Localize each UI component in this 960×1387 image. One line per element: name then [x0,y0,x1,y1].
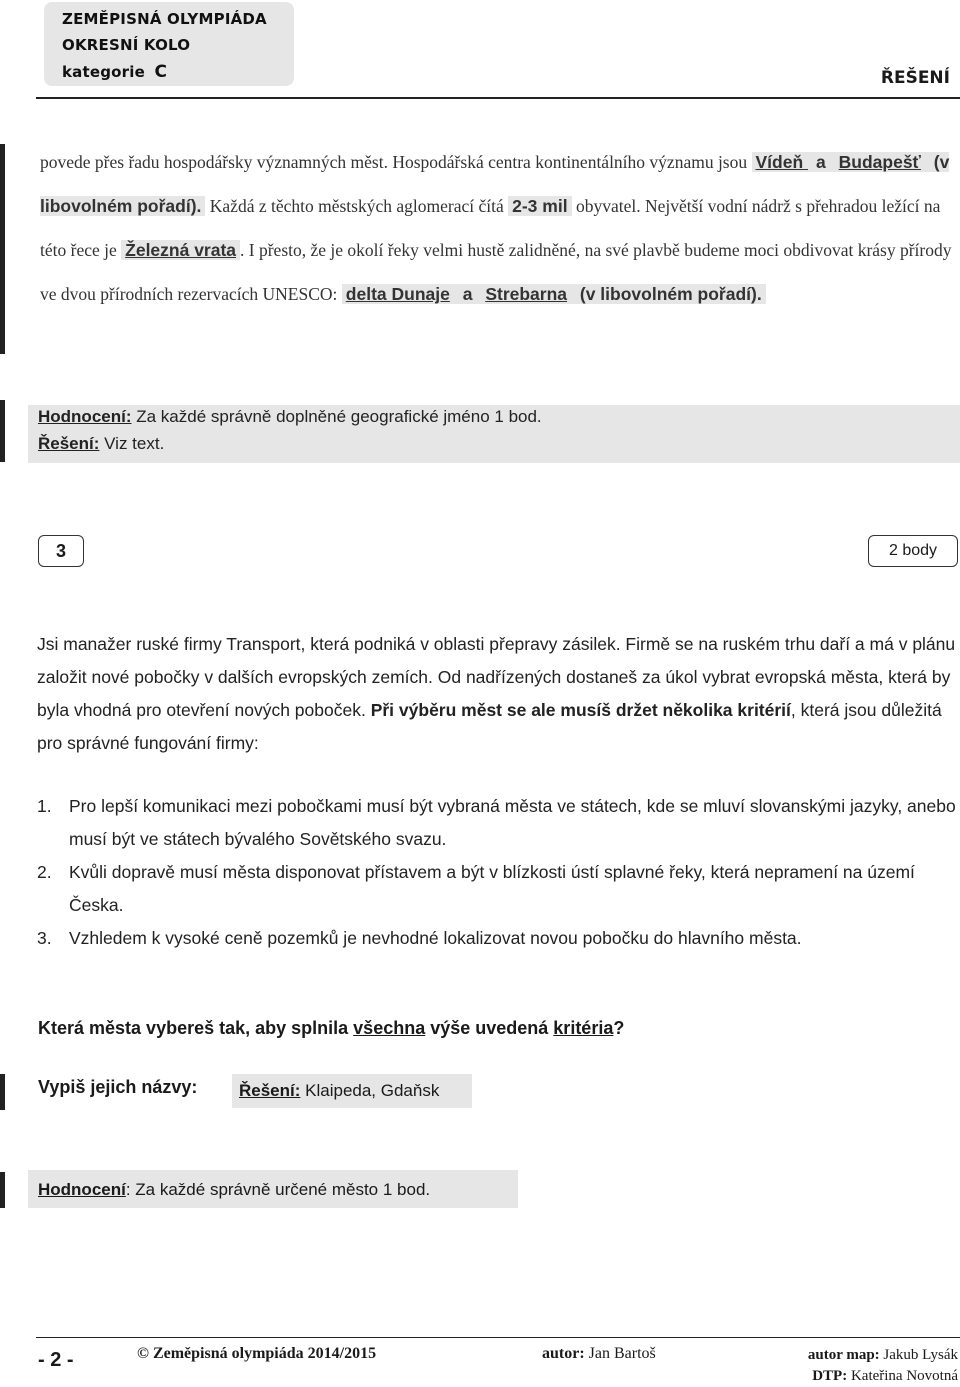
criteria-list [37,790,957,955]
scoring-rule: Za každé správně doplněné geografické jméno 1 bod. [131,407,542,426]
scoring-label: Hodnocení: [38,407,132,426]
answer-text: Vídeň [755,152,804,172]
intro-text: Jsi manažer ruské firmy Transport, která podniká v oblasti přepravy zásilek. Firmě se na ruském trhu daří a má v plánu založit nové pobočky v dalších evropských zemích. Od nadřízených dostaneš za úkol vybrat evropská města, která by byla vhodná pro otevření nových poboček. [37,634,956,720]
question-intro [37,628,957,760]
solution-paragraph [40,140,958,316]
footer-maps-credit [808,1345,958,1366]
intro-emphasis: Při výběru měst se ale musíš držet několika kritérií [370,700,791,720]
question-segment: Která města vybereš tak, aby splnila [38,1018,354,1038]
footer-dtp-label: DTP: [812,1368,848,1384]
text-segment: Každá z těchto městských aglomerací čítá [205,196,509,216]
answer-order-note: (v libovolném pořadí). [571,284,766,304]
footer-divider [36,1337,960,1338]
answer-label: Řešení: [239,1081,301,1100]
list-item-number: 1. [37,796,52,816]
question-number: 3 [38,535,84,567]
list-item [37,790,957,856]
footer-author-label: autor: [542,1345,585,1362]
answer-connector: a [454,284,481,304]
header-category-label: kategorie [62,63,145,81]
scoring-text [38,1180,430,1200]
list-item [37,856,957,922]
question-segment: ? [613,1018,625,1038]
answer-order-note: (v libovolném pořadí). [40,152,950,216]
text-segment: . I přesto, že je okolí řeky velmi hustě zalidněné, na své plavbě budeme moci obdivovat krásy přírody ve dvou přírodních rezervacích UNESCO: [40,240,952,304]
sidebar-bar [0,1074,5,1110]
footer-author [542,1345,656,1363]
list-item [37,922,957,955]
list-item-number: 2. [37,862,52,882]
sidebar-bar [0,1172,5,1208]
question-text [38,1018,624,1039]
answer-connector: a [812,152,835,172]
list-item-number: 3. [37,928,52,948]
answer-srebarna: Strebarna [481,284,571,304]
header-category-letter: C [154,62,168,82]
question-emphasis: všechna [353,1018,426,1038]
question-emphasis: kritéria [553,1018,614,1038]
list-item-text: Vzhledem k vysoké ceně pozemků je nevhodné lokalizovat novou pobočku do hlavního města. [69,928,802,948]
header-title: ZEMĚPISNÁ OLYMPIÁDA [62,10,267,28]
scoring-text [38,407,542,427]
answer-value: Klaipeda, Gdaňsk [300,1081,440,1100]
text-segment: obyvatel. Největší vodní nádrž s přehradou ležící na této řece je [40,196,941,260]
text-segment: povede přes řadu hospodářsky významných měst. Hospodářská centra kontinentálního významu jsou [40,152,752,172]
answer-population: 2-3 mil [508,196,571,216]
footer-credits [808,1345,958,1387]
solution-label: Řešení: [38,434,100,453]
header-divider [36,97,960,99]
answer-budapest: Budapešť [835,152,925,172]
page-number: - 2 - [38,1349,74,1371]
header-category [62,62,167,82]
list-item-text: Pro lepší komunikaci mezi pobočkami musí být vybraná města ve státech, kde se mluví slovanskými jazyky, anebo musí být ve státech bývalého Sovětského svazu. [69,796,956,849]
list-item-text: Kvůli dopravě musí města disponovat přístavem a být v blízkosti ústí splavné řeky, která nepramení na území Česka. [69,862,915,915]
solution-text: Viz text. [99,434,165,453]
footer-maps-name: Jakub Lysák [879,1347,958,1363]
question-points: 2 body [868,535,958,567]
footer-maps-label: autor map: [807,1347,880,1363]
footer-copyright: © Zeměpisná olympiáda 2014/2015 [137,1345,377,1362]
answer-prompt: Vypiš jejich názvy: [38,1077,198,1097]
intro-text: , která jsou důležitá pro správné fungování firmy: [37,700,942,753]
section-title: ŘEŠENÍ [880,68,950,88]
scoring-rule: : Za každé správně určené město 1 bod. [125,1180,431,1199]
answer-box [232,1074,472,1108]
header-round: OKRESNÍ KOLO [62,36,191,54]
sidebar-bar [0,144,5,354]
solution-note [38,434,164,454]
footer-dtp-name: Kateřina Novotná [847,1368,958,1384]
footer-author-name: Jan Bartoš [584,1345,656,1362]
answer-danube-delta: delta Dunaje [342,284,454,304]
sidebar-bar [0,400,5,462]
question-segment: výše uvedená [425,1018,554,1038]
scoring-label: Hodnocení [38,1180,126,1199]
answer-vienna [752,152,813,172]
answer-iron-gate: Železná vrata [121,240,240,260]
footer-dtp-credit [808,1366,958,1387]
